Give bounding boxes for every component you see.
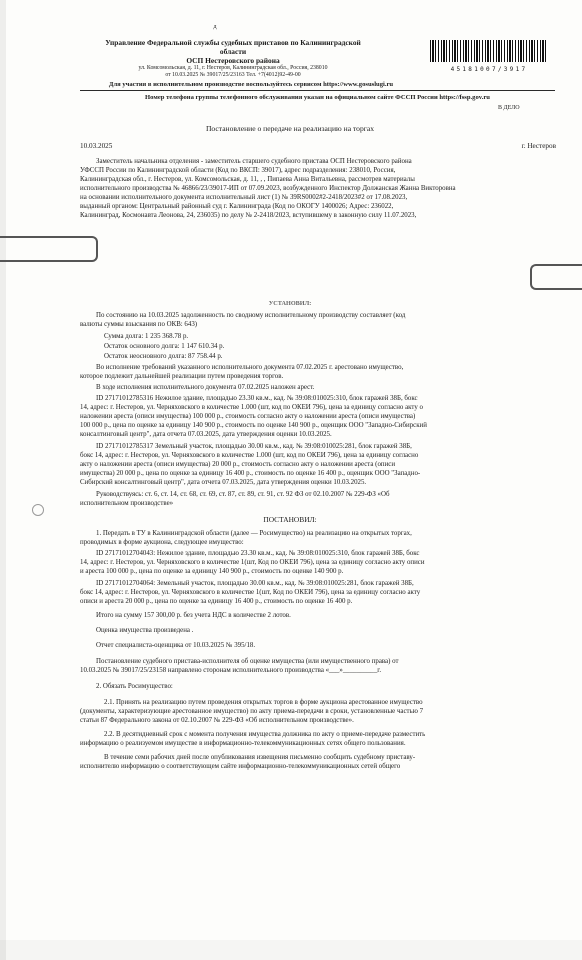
lot-1-line-1: ID 27171012704043: Нежилое здание, площадью 23.30 кв.м., кад. № 39:08:010025:310, блок гаражей 38Б, бокс bbox=[96, 550, 420, 557]
header-department: ОСП Нестеровского района bbox=[186, 56, 280, 65]
debt-secondary: Остаток неосновного долга: 87 758.44 р. bbox=[104, 353, 223, 360]
header-divider bbox=[80, 90, 555, 91]
header-gosuslugi: Для участия в исполнительном производстве воспользуйтесь сервисом https://www.gosuslugi.ru bbox=[108, 81, 394, 88]
arrested-item-1-line-5: консалтинговый центр", дата отчета 07.03.2025, дата утверждения оценки 10.03.2025. bbox=[80, 431, 332, 438]
arrested-item-1-line-1: ID 27171012785316 Нежилое здание, площадью 23.30 кв.м., кад. № 39:08:010025:310, блок гаражей 38Б, бокс bbox=[96, 395, 418, 402]
obligation-2-3-line-2: исполнителю информацию о соответствующем сайте информационно-телекоммуникационных сетей общего bbox=[80, 763, 401, 770]
arrested-item-2-line-5: Сибирский консалтинговый центр", дата отчета 07.03.2025, дата утверждения оценки 10.03.2025. bbox=[80, 479, 367, 486]
arrested-item-1-line-3: наложении ареста (описи имущества) 100 000 р., стоимость согласно акту о наложении ареста (описи имущества) bbox=[80, 413, 416, 420]
header-address: ул. Комсомольская, д. 11, г. Нестеров, Калининградская обл., Россия, 238010 bbox=[138, 65, 328, 71]
lot-1-line-2: 14, адрес: г. Нестеров, ул. Черняховского в количестве 1(шт, Код по ОКЕИ 796), цена за единицу согласно акту описи bbox=[80, 559, 425, 566]
scan-bottom-shadow bbox=[0, 940, 582, 960]
guided-by-line-1: Руководствуясь: ст. 6, ст. 14, ст. 68, ст. 69, ст. 87, ст. 89, ст. 91, ст. 92 ФЗ от 02.10.2007 № 229-ФЗ «Об bbox=[96, 491, 390, 498]
header-phone-line: Номер телефона группы телефонного обслуживания указан на официальном сайте ФССП России https://fssp.gov.ru bbox=[145, 94, 490, 101]
intro-line-6: выданный органом: Центральный районный суд г. Калининграда (Код по ОКОГУ 1400026; Адрес: 236022, bbox=[80, 203, 394, 210]
document-title: Постановление о передаче на реализацию на торгах bbox=[205, 124, 375, 133]
obligation-2-2-line-2: информацию о реализуемом имуществе в информационно-телекоммуникационных сетях общего пользования. bbox=[80, 740, 406, 747]
obligation-2-2-line-1: 2.2. В десятидневный срок с момента получения имущества должника по акту о приеме-передаче разместить bbox=[104, 731, 426, 738]
header-doc-number: от 10.03.2025 № 39017/25/23163 Тел. +7(4012)92-49-00 bbox=[165, 72, 301, 78]
lot-2-line-1: ID 27171012704064: Земельный участок, площадью 30.00 кв.м., кад. № 39:08:010025:281, блок гаражей 38Б, bbox=[96, 580, 414, 587]
intro-line-1: Заместитель начальника отделения - заместитель старшего судебного пристава ОСП Нестеровского района bbox=[96, 158, 412, 165]
barcode-number: 45181007/3917 bbox=[450, 66, 528, 73]
arrested-item-1-line-4: 100 000 р., цена по оценке за единицу 140 900 р., стоимость по оценке 140 900 р., оценщик ООО "Западно-Сибирский bbox=[80, 422, 427, 429]
ustanovil-heading: УСТАНОВИЛ: bbox=[268, 300, 312, 307]
obligation-2-1-line-3: статьи 87 Федерального закона от 02.10.2007 № 229-ФЗ «Об исполнительном производстве». bbox=[80, 717, 354, 724]
postanovil-heading: ПОСТАНОВИЛ: bbox=[263, 515, 317, 524]
obligation-2-1-line-2: (документы, характеризующие арестованное имущество) по акту приема-передачи в сроки, установленные частью 7 bbox=[80, 708, 424, 715]
obligation-2-1-line-1: 2.1. Принять на реализацию путем проведения открытых торгов в форме аукциона арестованное имущество bbox=[104, 699, 423, 706]
appraiser-report: Отчет специалиста-оценщика от 10.03.2025 № 395/18. bbox=[96, 642, 256, 649]
valuation-note: Оценка имущества произведена . bbox=[96, 627, 194, 634]
arrested-item-2-line-1: ID 27171012785317 Земельный участок, площадью 30.00 кв.м., кад. № 39:08:010025:281, блок гаражей 38Б, bbox=[96, 443, 412, 450]
intro-line-2: УФССП России по Калининградской области (Код по ВКСП: 39017), адрес подразделения: 238010, Россия, bbox=[80, 167, 396, 174]
total-amount: Итого на сумму 157 300,00 р. без учета НДС в количестве 2 лотов. bbox=[96, 612, 291, 619]
intro-line-5: на основании исполнительного документа исполнительный лист (1) № 39RS0002#2-2418/2023#2 от 17.08.2023, bbox=[80, 194, 408, 201]
valuation-resolution-line-2: 10.03.2025 № 39017/25/23158 направлено сторонам исполнительного производства «___»__________г. bbox=[80, 667, 382, 674]
obligation-2-3-line-1: В течение семи рабочих дней после опубликования извещения письменно сообщить судебному приставу- bbox=[104, 754, 416, 761]
top-mark: д bbox=[213, 24, 217, 30]
arrested-item-1-line-2: 14, адрес: г. Нестеров, ул. Черняховского в количестве 1.000 (шт, код по ОКЕИ 796), цена за единицу согласно акту о bbox=[80, 404, 423, 411]
barcode bbox=[430, 40, 548, 62]
valuation-resolution-line-1: Постановление судебного пристава-исполнителя об оценке имущества (или имущественного права) от bbox=[96, 658, 399, 665]
document-date: 10.03.2025 bbox=[80, 142, 113, 150]
punch-hole-mark bbox=[32, 504, 44, 516]
debt-main: Остаток основного долга: 1 147 610.34 р. bbox=[104, 343, 225, 350]
arrested-item-2-line-2: бокс 14, адрес: г. Нестеров, ул. Черняховского в количестве 1.000 (шт, код по ОКЕИ 796), цена за единицу согласно bbox=[80, 452, 419, 459]
document-city: г. Нестеров bbox=[521, 142, 556, 150]
arrest-made: В ходе исполнения исполнительного документа 07.02.2025 наложен арест. bbox=[96, 384, 315, 391]
header-agency-line-2: области bbox=[219, 47, 247, 56]
lot-1-line-3: и ареста 100 000 р., цена по оценке за единицу 140 900 р., стоимость по оценке 140 900 р. bbox=[80, 568, 344, 575]
intro-line-3: Калининградская обл., г. Нестеров, ул. Комсомольская, д. 11, , , Пипаева Анна Витальевна, рассмотрев материалы bbox=[80, 176, 415, 183]
arrest-paragraph-line-2: которое подлежит дальнейшей реализации путем проведения торгов. bbox=[80, 373, 284, 380]
lot-2-line-2: бокс 14, адрес: г. Нестеров, ул. Черняховского в количестве 1(шт, Код по ОКЕИ 796), цена за единицу согласно акту bbox=[80, 589, 421, 596]
debt-state-line-2: валюты суммы взыскания по ОКВ: 643) bbox=[80, 321, 198, 328]
paper-clip-right bbox=[530, 264, 582, 290]
intro-line-4: исполнительного производства № 46866/23/39017-ИП от 07.09.2023, возбужденного Инспектор Должанская Жанна Викторовна bbox=[80, 185, 456, 192]
arrested-item-2-line-3: акту о наложении ареста (описи имущества) 20 000 р., стоимость согласно акту о наложении ареста (описи bbox=[80, 461, 396, 468]
debt-total: Сумма долга: 1 235 368.78 р. bbox=[104, 333, 189, 340]
arrested-item-2-line-4: имущества) 20 000 р., цена по оценке за единицу 16 400 р., стоимость по оценке 16 400 р., оценщик ООО "Западно- bbox=[80, 470, 421, 477]
debt-state-line-1: По состоянию на 10.03.2025 задолженность по сводному исполнительному производству составляет (код bbox=[96, 312, 406, 319]
lot-2-line-3: описи и ареста 20 000 р., цена по оценке за единицу 16 400 р., стоимость по оценке 16 400 р. bbox=[80, 598, 353, 605]
delo-stamp: В ДЕЛО bbox=[498, 105, 520, 111]
obligation-heading: 2. Обязать Росимущество: bbox=[96, 683, 173, 690]
scan-shadow bbox=[0, 0, 6, 960]
intro-line-7: Калининград, Космонавта Леонова, 24, 236035) по делу № 2-2418/2023, вступившему в законную силу 11.07.2023, bbox=[80, 212, 417, 219]
guided-by-line-2: исполнительном производстве» bbox=[80, 500, 174, 507]
arrest-paragraph-line-1: Во исполнение требований указанного исполнительного документа 07.02.2025 г. арестовано имущество, bbox=[96, 364, 404, 371]
paper-clip-left bbox=[0, 236, 98, 262]
header-agency-line: Управление Федеральной службы судебных приставов по Калининградской bbox=[105, 38, 361, 47]
resolution-1-line-1: 1. Передать в ТУ в Калининградской области (далее — Росимущество) на реализацию на открытых торгах, bbox=[96, 530, 412, 537]
resolution-1-line-2: проводимых в форме аукциона, следующее имущество: bbox=[80, 539, 244, 546]
